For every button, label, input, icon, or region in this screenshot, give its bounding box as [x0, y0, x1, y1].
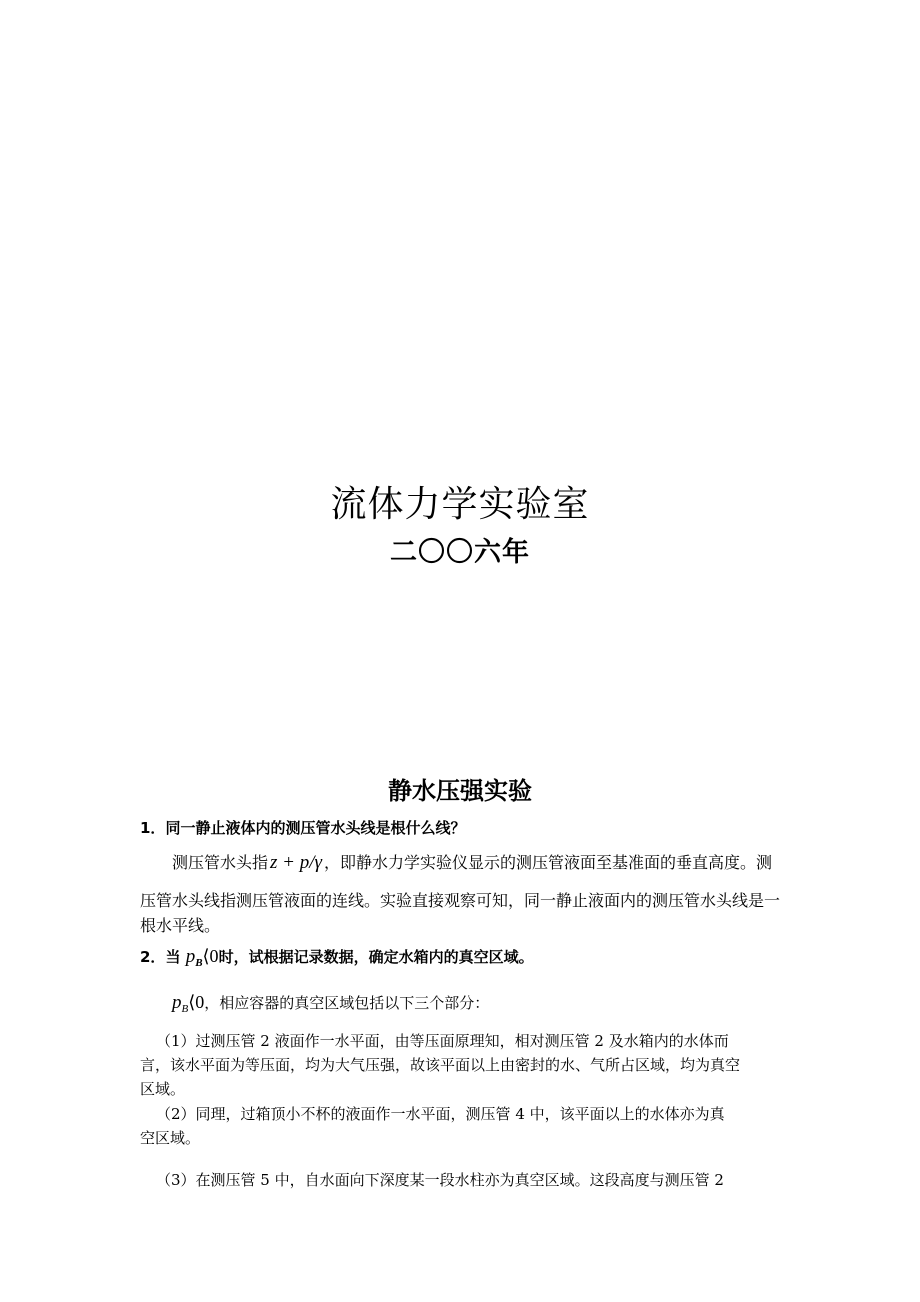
question-2-cond: ⟨0	[202, 946, 219, 966]
question-1-text: 同一静止液体内的测压管水头线是根什么线？	[165, 819, 466, 837]
q2-p2-line-1: （2）同理，过箱顶小不杯的液面作一水平面，测压管 4 中，该平面以上的水体亦为真	[156, 1105, 725, 1123]
q1-answer-line-1	[172, 850, 772, 874]
head-formula: z + p/γ	[270, 852, 322, 873]
question-1-number: 1．	[140, 819, 166, 837]
q2-intro-sub: B	[181, 1003, 189, 1015]
question-2-number: 2．	[140, 948, 166, 966]
q1-answer-line-3: 根水平线。	[140, 916, 221, 935]
section-title: 静水压强实验	[388, 777, 532, 805]
question-2	[140, 946, 534, 968]
q2-p3-line-1: （3）在测压管 5 中，自水面向下深度某一段水柱亦为真空区域。这段高度与测压管 2	[156, 1171, 724, 1189]
q1-answer-line-1-rest: ，即静水力学实验仪显示的测压管液面至基准面的垂直高度。测	[324, 853, 773, 872]
q2-intro	[172, 992, 489, 1014]
q2-intro-cond: ⟨0	[188, 992, 205, 1012]
q2-p2-line-2: 空区域。	[140, 1129, 201, 1147]
question-2-text: 时，试根据记录数据，确定水箱内的真空区域。	[218, 948, 534, 966]
question-2-prefix: 当	[165, 948, 181, 966]
q2-p1-line-3: 区域。	[140, 1080, 186, 1098]
lab-name: 流体力学实验室	[330, 484, 590, 525]
question-2-var: p	[185, 946, 196, 967]
q1-answer-line-2: 压管水头线指测压管液面的连线。实验直接观察可知，同一静止液面内的测压管水头线是一	[140, 891, 781, 910]
q1-answer-prefix: 测压管水头指	[172, 853, 269, 872]
q2-intro-text: ，相应容器的真空区域包括以下三个部分：	[204, 994, 490, 1012]
q2-p1-line-2: 言，该水平面为等压面，均为大气压强，故该平面以上由密封的水、气所占区域，均为真空	[140, 1056, 741, 1074]
q2-intro-var: p	[172, 992, 182, 1013]
question-2-sub: B	[195, 957, 203, 969]
cover-year: 二〇〇六年	[390, 537, 530, 568]
q2-p1-line-1: （1）过测压管 2 液面作一水平面，由等压面原理知，相对测压管 2 及水箱内的水体而	[156, 1032, 729, 1050]
question-1	[140, 817, 465, 838]
